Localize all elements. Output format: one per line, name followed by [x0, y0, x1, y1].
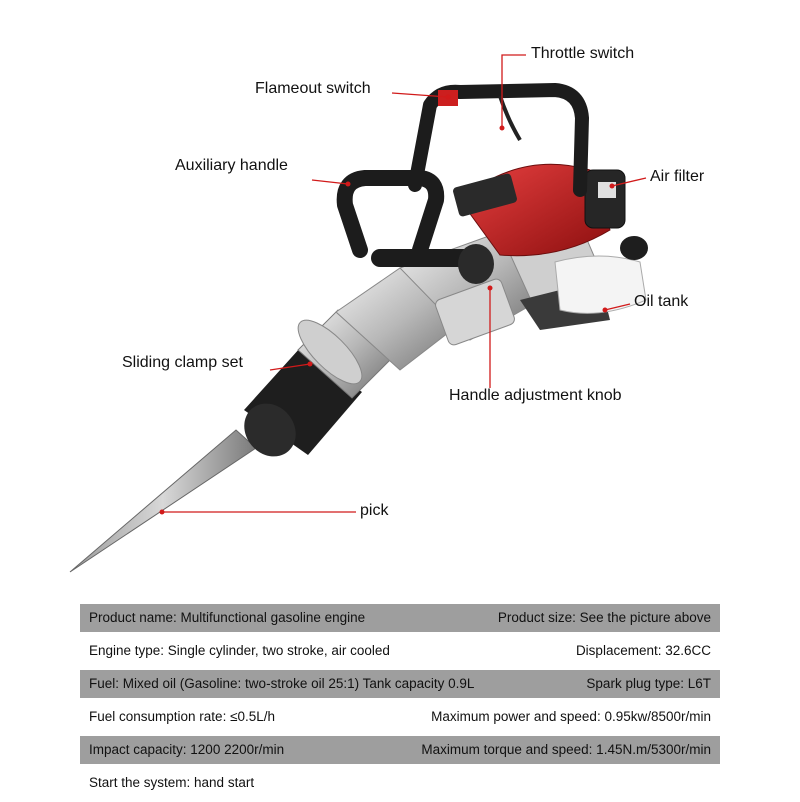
spec-max-power: Maximum power and speed: 0.95kw/8500r/min — [431, 709, 711, 724]
spec-start-system: Start the system: hand start — [89, 775, 255, 790]
spec-row — [80, 670, 720, 698]
callout-oil-tank: Oil tank — [634, 293, 689, 310]
spec-row — [80, 736, 720, 764]
spec-fuel-consumption: Fuel consumption rate: ≤0.5L/h — [89, 709, 276, 724]
spec-spark-plug: Spark plug type: L6T — [586, 676, 711, 691]
spec-row — [80, 769, 720, 797]
spec-fuel-tank: Fuel: Mixed oil (Gasoline: two-stroke oil 25:1) Tank capacity 0.9L — [89, 676, 475, 691]
spec-engine-type: Engine type: Single cylinder, two stroke, air cooled — [89, 643, 390, 658]
auxiliary-handle-shape — [345, 178, 437, 250]
callout-throttle-switch: Throttle switch — [531, 45, 635, 62]
oil-tank-shape — [555, 256, 646, 313]
spec-displacement: Displacement: 32.6CC — [575, 643, 711, 658]
spec-impact-capacity: Impact capacity: 1200 2200r/min — [89, 742, 285, 757]
callout-handle-adjustment-knob: Handle adjustment knob — [449, 387, 622, 404]
spec-row — [80, 637, 720, 665]
spec-row — [80, 604, 720, 632]
spec-product-name: Product name: Multifunctional gasoline engine — [89, 610, 366, 625]
callout-sliding-clamp-set: Sliding clamp set — [122, 354, 243, 371]
callout-air-filter: Air filter — [650, 168, 705, 185]
callout-flameout-switch: Flameout switch — [255, 80, 371, 97]
callout-auxiliary-handle: Auxiliary handle — [175, 157, 288, 174]
pick-shape — [70, 430, 256, 572]
spec-product-size: Product size: See the picture above — [497, 610, 711, 625]
spec-max-torque: Maximum torque and speed: 1.45N.m/5300r/min — [421, 742, 711, 757]
air-filter-shape — [585, 170, 625, 228]
spec-table — [80, 604, 720, 802]
callout-pick: pick — [360, 502, 389, 519]
spec-row — [80, 703, 720, 731]
